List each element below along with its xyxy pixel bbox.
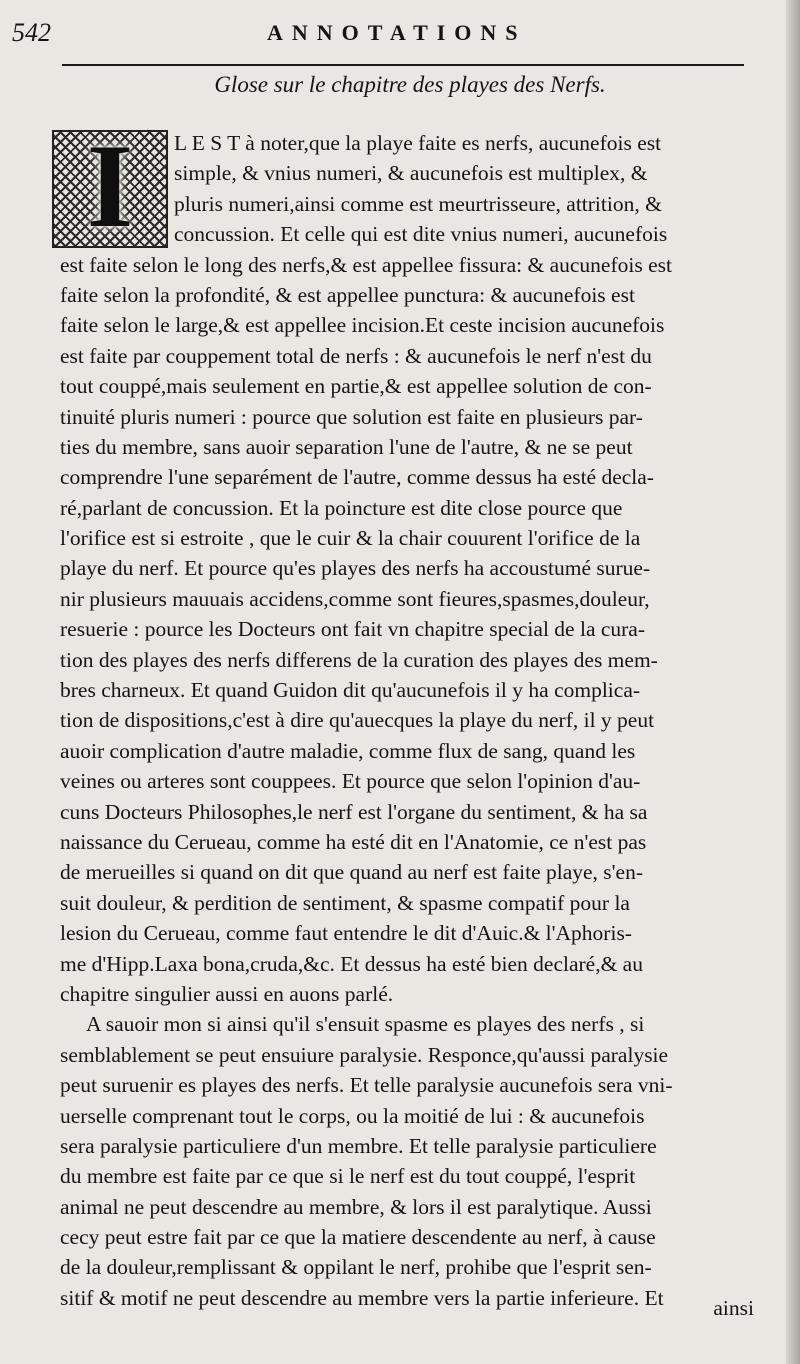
text-line: tinuité pluris numeri : pource que solution est faite en plusieurs par- (60, 404, 643, 429)
text-line: de la douleur,remplissant & oppilant le nerf, prohibe que l'esprit sen- (60, 1255, 652, 1280)
text-line: chapitre singulier aussi en auons parlé. (60, 981, 394, 1006)
text-line: peut suruenir es playes des nerfs. Et telle paralysie aucunefois sera vni- (60, 1073, 673, 1098)
catchword: ainsi (713, 1296, 754, 1320)
text-line: suit douleur, & perdition de sentiment, & spasme compatif pour la (60, 890, 630, 915)
text-line: auoir complication d'autre maladie, comme flux de sang, quand les (60, 738, 636, 763)
text-line: veines ou arteres sont couppees. Et pource que selon l'opinion d'au- (60, 769, 641, 794)
text-line: resuerie : pource les Docteurs ont fait vn chapitre special de la cura- (60, 617, 646, 642)
text-line: L E S T à noter,que la playe faite es nerfs, aucunefois est (174, 131, 662, 155)
text-line: de merueilles si quand on dit que quand au nerf est faite playe, s'en- (60, 860, 643, 885)
header-rule (62, 64, 744, 66)
text-line: uerselle comprenant tout le corps, ou la moitié de lui : & aucunefois (60, 1103, 645, 1128)
text-line: ré,parlant de concussion. Et la poincture est dite close pource que (60, 495, 623, 520)
text-line: est faite selon le long des nerfs,& est appellee fissura: & aucunefois est (60, 252, 672, 277)
text-line: bres charneux. Et quand Guidon dit qu'aucunefois il y ha complica- (60, 678, 641, 703)
body-text (60, 128, 766, 1313)
text-line: naissance du Cerueau, comme ha esté dit en l'Anatomie, ce n'est pas (60, 829, 647, 854)
text-line: l'orifice est si estroite , que le cuir & la chair couurent l'orifice de la (60, 526, 641, 551)
text-line: playe du nerf. Et pource qu'es playes des nerfs ha accoustumé surue- (60, 556, 651, 581)
text-line: nir plusieurs mauuais accidens,comme sont fieures,spasmes,douleur, (60, 586, 650, 611)
drop-initial-letter: I (86, 119, 134, 252)
text-line: faite selon le large,& est appellee incision.Et ceste incision aucunefois (60, 313, 665, 338)
text-line: ties du membre, sans auoir separation l'une de l'autre, & ne se peut (60, 434, 633, 459)
text-line: cuns Docteurs Philosophes,le nerf est l'organe du sentiment, & ha sa (60, 799, 648, 824)
text-line: A sauoir mon si ainsi qu'il s'ensuit spasme es playes des nerfs , si (86, 1012, 645, 1037)
page-number: 542 (12, 18, 51, 47)
text-line: lesion du Cerueau, comme faut entendre le dit d'Auic.& l'Aphoris- (60, 921, 632, 946)
text-line: tout couppé,mais seulement en partie,& est appellee solution de con- (60, 374, 652, 399)
text-line: tion de dispositions,c'est à dire qu'auecques la playe du nerf, il y peut (60, 708, 655, 733)
text-line: comprendre l'une separément de l'autre, comme dessus ha esté decla- (60, 465, 654, 490)
text-line: sera paralysie particuliere d'un membre. Et telle paralysie particuliere (60, 1133, 657, 1158)
text-line: pluris numeri,ainsi comme est meurtrisseure, attrition, & (174, 191, 662, 216)
text-line: semblablement se peut ensuiure paralysie. Responce,qu'aussi paralysie (60, 1042, 669, 1067)
text-line: concussion. Et celle qui est dite vnius numeri, aucunefois (174, 222, 668, 247)
text-line: tion des playes des nerfs differens de la curation des playes des mem- (60, 647, 658, 672)
page-header (12, 14, 760, 54)
running-head: ANNOTATIONS (267, 20, 527, 45)
paragraph-1 (60, 128, 766, 1009)
paragraph-2 (60, 1009, 766, 1313)
section-title: Glose sur le chapitre des playes des Nerfs. (214, 72, 606, 97)
text-line: faite selon la profondité, & est appellee punctura: & aucunefois est (60, 282, 635, 307)
text-line: est faite par couppement total de nerfs : & aucunefois le nerf n'est du (60, 343, 652, 368)
text-line: cecy peut estre fait par ce que la matiere descendente au nerf, à cause (60, 1225, 656, 1250)
text-line: me d'Hipp.Laxa bona,cruda,&c. Et dessus ha esté bien declaré,& au (60, 951, 643, 976)
text-line: animal ne peut descendre au membre, & lors il est paralytique. Aussi (60, 1194, 652, 1219)
text-line: du membre est faite par ce que si le nerf est du tout couppé, l'esprit (60, 1164, 636, 1189)
text-line: sitif & motif ne peut descendre au membre vers la partie inferieure. Et (60, 1285, 664, 1310)
page-edge-shadow (786, 0, 800, 1364)
text-line: simple, & vnius numeri, & aucunefois est multiplex, & (174, 161, 648, 186)
